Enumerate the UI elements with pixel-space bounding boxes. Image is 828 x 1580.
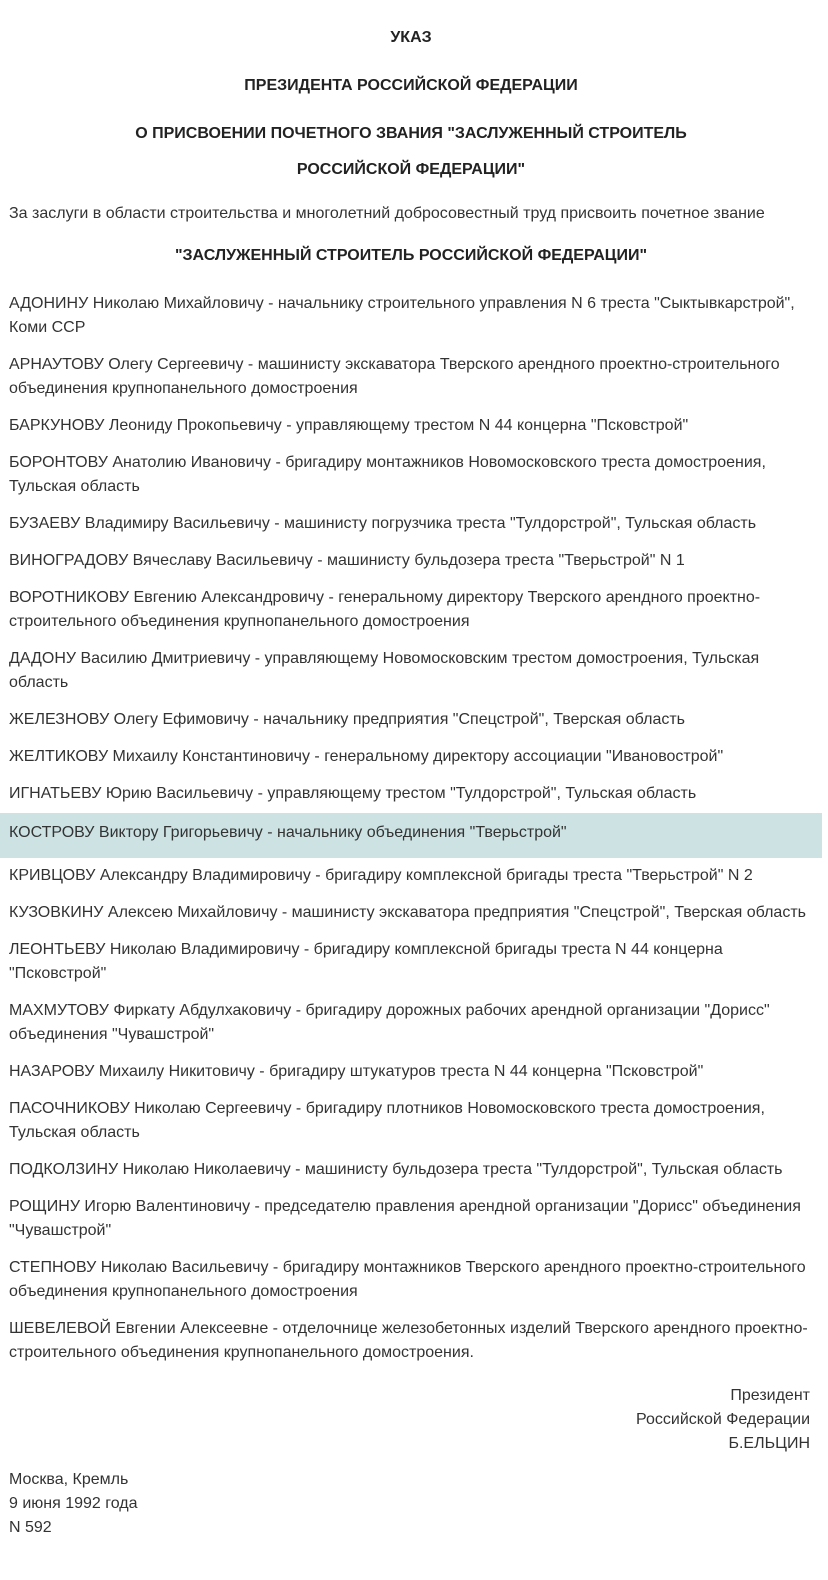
recipient-item: ДАДОНУ Василию Дмитриевичу - управляющему Новомосковским трестом домостроения, Тульская область [9,650,760,691]
recipient-item-highlighted: КОСТРОВУ Виктору Григорьевичу - начальнику объединения "Тверьстрой" [0,813,822,858]
signature-title: Президент [730,1387,810,1404]
recipient-item: ЖЕЛЕЗНОВУ Олегу Ефимовичу - начальнику предприятия "Спецстрой", Тверская область [9,711,685,728]
heading-ukaz: УКАЗ [390,29,432,46]
recipient-item: ШЕВЕЛЕВОЙ Евгении Алексеевне - отделочнице железобетонных изделий Тверского арендного проектно-строительного объединения крупнопанельного домостроения. [9,1320,808,1361]
recipient-list [0,286,822,1372]
decree-title-line-2: РОССИЙСКОЙ ФЕДЕРАЦИИ" [296,161,526,178]
recipient-item: АДОНИНУ Николаю Михайловичу - начальнику строительного управления N 6 треста "Сыктывкарстрой", Коми ССР [9,295,795,336]
decree-title-line-1: О ПРИСВОЕНИИ ПОЧЕТНОГО ЗВАНИЯ "ЗАСЛУЖЕННЫЙ СТРОИТЕЛЬ [135,125,687,142]
recipient-item: ВОРОТНИКОВУ Евгению Александровичу - генеральному директору Тверского арендного проектно-строительного объединения крупнопанельного домостроения [9,589,761,630]
recipient-item: МАХМУТОВУ Фиркату Абдулхаковичу - бригадиру дорожных рабочих арендной организации "Дорисс" объединения "Чувашстрой" [9,1002,770,1043]
recipient-item: ПАСОЧНИКОВУ Николаю Сергеевичу - бригадиру плотников Новомосковского треста домостроения, Тульская область [9,1100,765,1141]
recipient-item: ИГНАТЬЕВУ Юрию Васильевичу - управляющему трестом "Тулдорстрой", Тульская область [9,785,697,802]
decree-footer [0,1468,822,1540]
decree-place: Москва, Кремль [9,1471,129,1488]
recipient-item: БУЗАЕВУ Владимиру Васильевичу - машинисту погрузчика треста "Тулдорстрой", Тульская область [9,515,757,532]
recipient-item: АРНАУТОВУ Олегу Сергеевичу - машинисту экскаватора Тверского арендного проектно-строительного объединения крупнопанельного домостроения [9,356,780,397]
recipient-item: БАРКУНОВУ Леониду Прокопьевичу - управляющему трестом N 44 концерна "Псковстрой" [9,417,689,434]
recipient-item: БОРОНТОВУ Анатолию Ивановичу - бригадиру монтажников Новомосковского треста домостроения, Тульская область [9,454,766,495]
recipient-item: КРИВЦОВУ Александру Владимировичу - бригадиру комплексной бригады треста "Тверьстрой" N 2 [9,867,753,884]
recipient-item: НАЗАРОВУ Михаилу Никитовичу - бригадиру штукатуров треста N 44 концерна "Псковстрой" [9,1063,704,1080]
recipient-item: ПОДКОЛЗИНУ Николаю Николаевичу - машинисту бульдозера треста "Тулдорстрой", Тульская область [9,1161,783,1178]
recipient-item: РОЩИНУ Игорю Валентиновичу - председателю правления арендной организации "Дорисс" объединения "Чувашстрой" [9,1198,801,1239]
recipient-item: СТЕПНОВУ Николаю Васильевичу - бригадиру монтажников Тверского арендного проектно-строительного объединения крупнопанельного домостроения [9,1259,806,1300]
decree-date: 9 июня 1992 года [9,1495,138,1512]
heading-president: ПРЕЗИДЕНТА РОССИЙСКОЙ ФЕДЕРАЦИИ [244,77,578,94]
recipient-item: ЖЕЛТИКОВУ Михаилу Константиновичу - генеральному директору ассоциации "Ивановострой" [9,748,724,765]
intro-paragraph: За заслуги в области строительства и многолетний добросовестный труд присвоить почетное звание [9,205,765,222]
signature-block [0,1384,822,1456]
award-title: "ЗАСЛУЖЕННЫЙ СТРОИТЕЛЬ РОССИЙСКОЙ ФЕДЕРАЦИИ" [174,247,648,264]
signature-country: Российской Федерации [636,1411,810,1428]
recipient-item: ВИНОГРАДОВУ Вячеславу Васильевичу - машинисту бульдозера треста "Тверьстрой" N 1 [9,552,685,569]
decree-number: N 592 [9,1519,52,1536]
signature-name: Б.ЕЛЬЦИН [728,1435,810,1452]
recipient-item: КУЗОВКИНУ Алексею Михайловичу - машинисту экскаватора предприятия "Спецстрой", Тверская область [9,904,806,921]
recipient-item: ЛЕОНТЬЕВУ Николаю Владимировичу - бригадиру комплексной бригады треста N 44 концерна "Псковстрой" [9,941,723,982]
